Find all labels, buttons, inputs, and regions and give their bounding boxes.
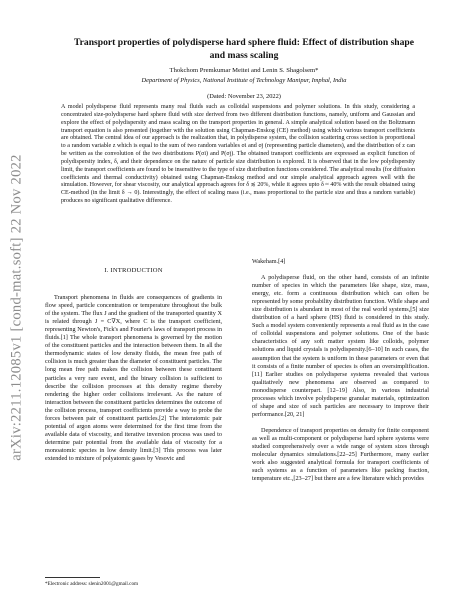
paragraph: A polydisperse fluid, on the other hand, consists of an infinite number of species in which the parameters like shape, size, mass, energy, etc. form a continuous distribution which can often be represented by some probability distribution function. While shape and size distribution is abundant in most of the real world systems,[5] size distribution of a hard sphere (HS) fluid is considered in this study. Such a model system conveniently represents a real fluid as in the case of colloidal suspensions and polymer solutions. One of the basic characteristics of any soft matter system like colloids, polymer solutions and liquid crystals is polydispersity.[6–10] In such cases, the assumption that the system is uniform in these parameters or even that it consists of a finite number of species is often an oversimplification.[11] Earlier studies on polydisperse systems revealed that various qualitatively new phenomena are observed as compared to monodisperse counterpart. [12–19] Also, in various industrial processes which involve polydisperse granular materials, optimization of shape and size of such particles are necessary to improve their performance.[20, 21]	[252, 274, 429, 418]
paragraph: Wakeham.[4]	[252, 258, 286, 265]
paragraph-gap	[252, 419, 429, 427]
authors: Thokchom Premkumar Meitei and Lenin S. Shagolsem*	[169, 67, 319, 74]
title-line-1: Transport properties of polydisperse hard sphere fluid: Effect of distribution shape	[73, 37, 415, 48]
affiliation: Department of Physics, National Institute of Technology Manipur, Imphal, India	[141, 77, 347, 84]
footnote-rule	[45, 577, 100, 578]
paragraph: Transport phenomena in fluids are consequences of gradients in flow speed, particle concentration or temperature throughout the bulk of the system. The flux J and the gradient of the transported quantity X is related through J = C∇X, where C is the transport coefficient, representing Newton's, Fick's and Fourier's laws of transport process in fluids.[1] The whole transport phenomena is governed by the motion of the constituent particles and the interaction between them. In all the thermodynamic states of low density fluids, the mean free path of collision is much greater than the diameter of constituent particles. The long mean free path makes the collision between these constituent particles a very rare event, and the binary collision is sufficient to describe the collision processes at this density regime thereby rendering the higher order collisions irrelevant. As the nature of interaction between the constituent particles determines the outcome of the collision process, transport coefficients provide a way to probe the forces between pair of constituent particles.[2] The interatomic pair potential of argon atoms were determined for the first time from the available data of viscosity, and iterative inversion process was used to determine pair potential from the available data of viscosity for a monoatomic species in low density limit.[3] This process was later extended to mixture of polyatomic gases by Vesovic and	[45, 294, 222, 462]
title-line-2: and mass scaling	[209, 49, 279, 61]
abstract: A model polydisperse fluid represents many real fluids such as colloidal suspensions and polymer solutions. In this study, considering a concentrated size-polydisperse hard sphere fluid with size derived from two different distribution functions, namely, uniform and Gaussian and explore the effect of polydispersity and mass scaling on the transport properties in general. A simple analytical solution based on the Boltzmann transport equation is also presented (together with the solution using Chapman-Enskog (CE) method) using which various transport coefficients are obtained. The central idea of our approach is the realization that, in polydisperse system, the collision scattering cross section is proportional to a random variable z which is equal to the sum of two random variables σi and σj (representing particle diameters), and the distribution of z can be written as the convolution of the two distributions P(σi) and P(σj). The obtained transport coefficients are expressed as explicit function of polydispersity index, δ, and their dependence on the nature of particle size distribution is explored. It is observed that in the low polydispersity limit, the transport coefficients are found to be insensitive to the type of size distribution functions considered. The analytical results (for diffusion coefficients and thermal conductivity) obtained using Chapman-Enskog method and our simple analytical approach agrees well with the simulation. However, for shear viscosity, our analytical approach agrees for δ ≲ 20%, while it agrees upto δ ≈ 40% with the result obtained using CE-method (in the limit δ → 0). Interestingly, the effect of scaling mass (i.e., mass proportional to the particle size and thus a random variable) produces no significant qualitative difference.	[61, 104, 415, 205]
paragraph-gap	[252, 266, 429, 274]
left-column	[45, 258, 222, 463]
section-heading: I. INTRODUCTION	[104, 267, 163, 274]
date: (Dated: November 23, 2022)	[207, 93, 281, 100]
arxiv-stamp-text: arXiv:2211.12085v1 [cond-mat.soft] 22 Nov 2022	[8, 154, 25, 461]
paragraph: Dependence of transport properties on density for finite component as well as multi-component or polydisperse hard sphere systems were studied comprehensively over a wide range of system sizes through molecular dynamics simulations.[22–25] Furthermore, many earlier work also suggested analytical formula for transport coefficients of such systems as a function of parameters like packing fraction, temperature etc.,[23–27] but there are a few literature which provides	[252, 426, 429, 483]
footnote: *Electronic address: slenin2001@gmail.com	[45, 581, 139, 587]
paper-title	[40, 37, 448, 62]
right-column	[252, 258, 429, 483]
arxiv-stamp	[6, 150, 28, 465]
